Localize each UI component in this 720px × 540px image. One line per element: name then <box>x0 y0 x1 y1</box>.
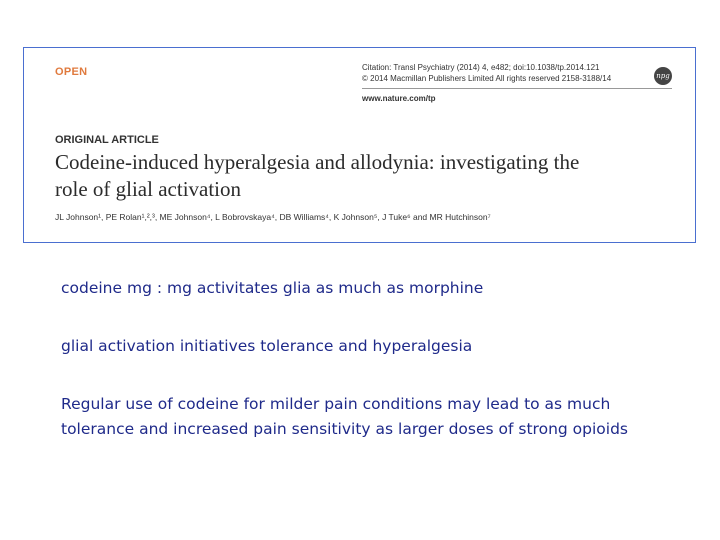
citation-divider <box>362 88 672 89</box>
article-title-line-1: Codeine-induced hyperalgesia and allodynia: investigating the <box>55 150 580 174</box>
point-3 <box>61 392 628 442</box>
journal-url: www.nature.com/tp <box>362 94 436 103</box>
open-access-label: OPEN <box>55 66 88 78</box>
publisher-logo: npg <box>654 67 672 85</box>
point-3-line-2: tolerance and increased pain sensitivity as larger doses of strong opioids <box>61 420 628 438</box>
citation-line-2: © 2014 Macmillan Publishers Limited All rights reserved 2158-3188/14 <box>362 74 612 83</box>
point-3-line-1: Regular use of codeine for milder pain conditions may lead to as much <box>61 395 611 413</box>
point-2: glial activation initiatives tolerance and hyperalgesia <box>61 337 473 355</box>
citation-line-1: Citation: Transl Psychiatry (2014) 4, e482; doi:10.1038/tp.2014.121 <box>362 63 600 72</box>
author-list: JL Johnson¹, PE Rolan¹,²,³, ME Johnson⁴, L Bobrovskaya⁴, DB Williams⁴, K Johnson⁵, J Tuke⁶ and MR Hutchinson⁷ <box>55 212 491 222</box>
point-1: codeine mg : mg activitates glia as much as morphine <box>61 279 484 297</box>
citation <box>362 62 611 84</box>
article-type: ORIGINAL ARTICLE <box>55 134 159 146</box>
article-title <box>55 149 665 203</box>
article-title-line-2: role of glial activation <box>55 177 242 201</box>
paper-header-image <box>23 47 696 243</box>
